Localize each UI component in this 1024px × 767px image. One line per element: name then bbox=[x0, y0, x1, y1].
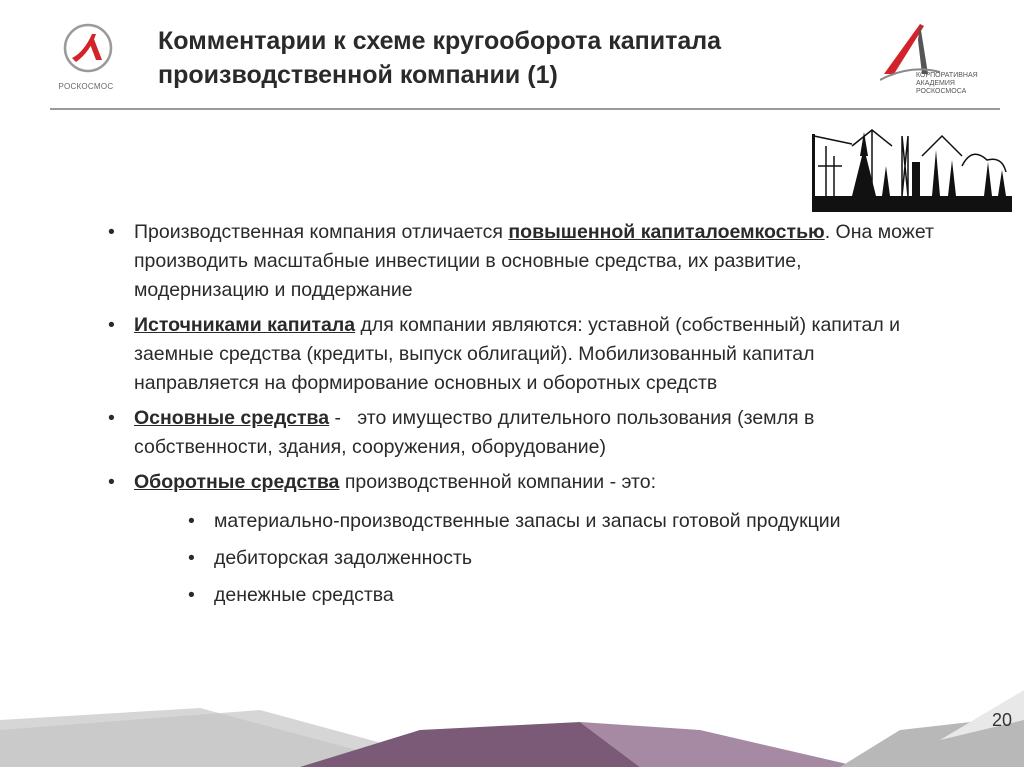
sub-bullet-text: материально-производственные запасы и запасы готовой продукции bbox=[214, 510, 841, 532]
bullet-working-capital bbox=[108, 468, 938, 497]
slide-title-line-1: Комментарии к схеме кругооборота капитала bbox=[158, 27, 722, 55]
footer-decoration bbox=[0, 690, 1024, 767]
academy-caption bbox=[916, 72, 988, 96]
roscosmos-logo bbox=[50, 20, 122, 100]
sub-bullet-receivables bbox=[108, 544, 938, 573]
bullet-marker: • bbox=[108, 407, 115, 429]
sub-bullet-marker: • bbox=[188, 547, 195, 569]
sub-bullet-marker: • bbox=[188, 510, 195, 532]
bullet-text: . Она может производить масштабные инвестиции в основные средства, их развитие, модернизацию и поддержание bbox=[134, 221, 934, 301]
bullet-emphasis: повышенной капиталоемкостью bbox=[508, 221, 825, 243]
bullet-text: - это имущество длительного пользования (земля в собственности, здания, сооружения, оборудование) bbox=[134, 407, 820, 458]
sub-bullet-cash bbox=[108, 581, 938, 610]
slide-title-line-2: производственной компании (1) bbox=[158, 61, 558, 89]
slide-title bbox=[158, 24, 838, 92]
academy-caption-line-3: РОСКОСМОСА bbox=[916, 88, 967, 95]
bullet-text: производственной компании - это: bbox=[339, 471, 656, 493]
page-number: 20 bbox=[991, 710, 1012, 730]
bullet-marker: • bbox=[108, 471, 115, 493]
academy-logo bbox=[880, 22, 990, 102]
bullet-emphasis: Оборотные средства bbox=[134, 471, 340, 493]
academy-caption-line-2: АКАДЕМИЯ bbox=[916, 80, 955, 87]
bullet-emphasis: Основные средства bbox=[134, 407, 330, 429]
sub-bullet-inventories bbox=[108, 507, 938, 536]
slide-body bbox=[108, 218, 938, 618]
bullet-text: Производственная компания отличается bbox=[134, 221, 509, 243]
sub-bullet-text: дебиторская задолженность bbox=[214, 547, 473, 569]
bullet-text: для компании являются: уставной (собственный) капитал и заемные средства (кредиты, выпуск облигаций). Мобилизованный капитал направляется на формирование основных и оборотных средств bbox=[134, 314, 901, 394]
launch-site-illustration bbox=[812, 126, 1012, 212]
bullet-emphasis: Источниками капитала bbox=[134, 314, 356, 336]
bullet-capital-sources bbox=[108, 311, 938, 398]
bullet-marker: • bbox=[108, 314, 115, 336]
bullet-capital-intensity bbox=[108, 218, 938, 305]
header-divider bbox=[50, 108, 1000, 110]
bullet-marker: • bbox=[108, 221, 115, 243]
roscosmos-emblem-icon bbox=[62, 22, 114, 74]
sub-bullet-text: денежные средства bbox=[214, 584, 394, 606]
bullet-fixed-assets bbox=[108, 404, 938, 462]
academy-caption-line-1: КОРПОРАТИВНАЯ bbox=[916, 72, 978, 79]
sub-bullet-marker: • bbox=[188, 584, 195, 606]
roscosmos-caption: РОСКОСМОС bbox=[58, 82, 114, 91]
